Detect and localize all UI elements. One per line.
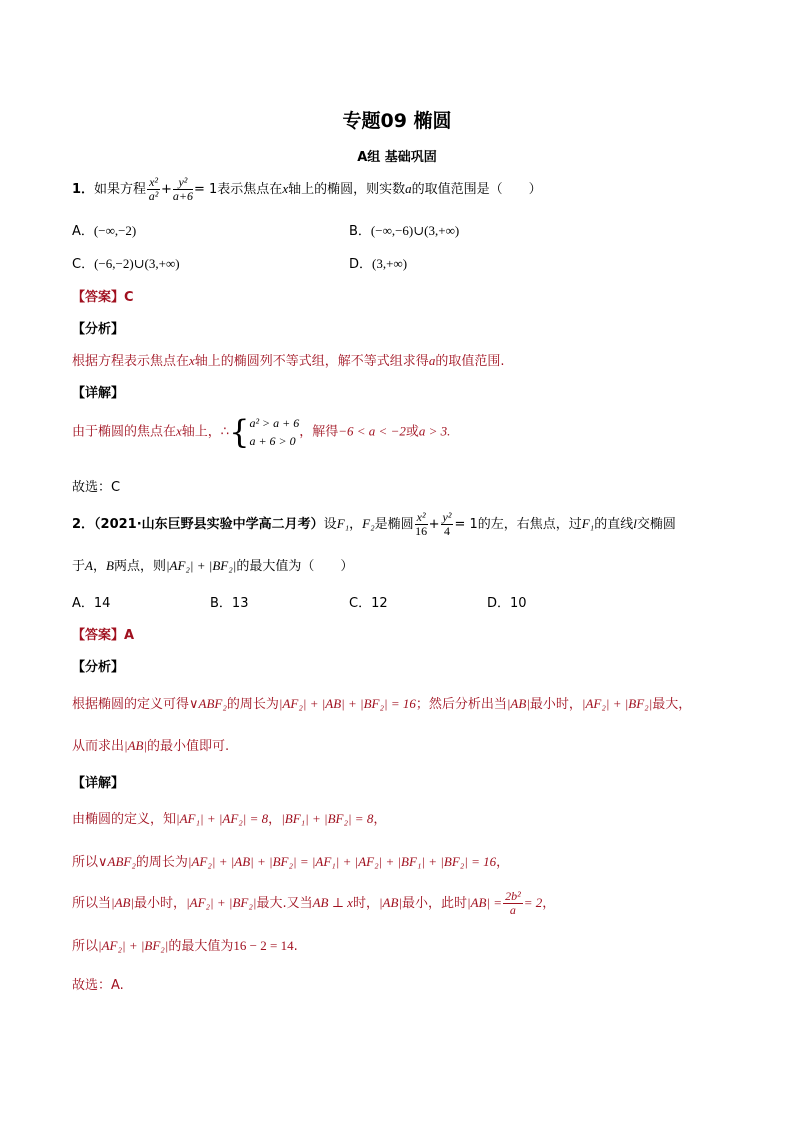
q2-answer: 【答案】A bbox=[72, 628, 135, 643]
q2-option-d: D．10 bbox=[487, 596, 527, 611]
q1-option-b: B．(−∞,−6)∪(3,+∞) bbox=[349, 223, 460, 239]
page-title: 专题09 椭圆 bbox=[342, 110, 452, 132]
q1-answer: 【答案】C bbox=[72, 290, 134, 305]
q2-option-b: B．13 bbox=[210, 596, 249, 611]
q2-detail-line4: 所以|AF₂| + |BF₂|的最大值为16 − 2 = 14. bbox=[72, 938, 298, 954]
q1-fraction-2: $\frac{\text{y²}}{a+6}$ bbox=[172, 175, 194, 203]
q1-choose: 故选：C bbox=[72, 480, 121, 495]
q2-choose: 故选：A. bbox=[72, 978, 124, 993]
q2-detail-heading: 【详解】 bbox=[72, 776, 125, 791]
q2-option-a: A．14 bbox=[72, 596, 111, 611]
q2-stem-line2: 于A，B两点，则|AF₂| + |BF₂|的最大值为（ ） bbox=[72, 558, 354, 574]
q2-ellipse-fraction-1: $\frac{\text{x²}}{16}$ bbox=[415, 510, 428, 538]
q2-option-c: C．12 bbox=[349, 596, 388, 611]
q2-stem-line1: 2．（2021·山东巨野县实验中学高二月考）设F₁，F₂是椭圆 $\frac{\text{x²}}{16}$ + $\frac{\text{y²}}{4}$ = 1的左，右焦点，过F₁的直线l交椭圆 bbox=[72, 510, 676, 538]
q1-stem: 1．如果方程 $\frac{\text{x²}}{\text{a²}}$ + $\frac{\text{y²}}{a+6}$ = 1表示焦点在x轴上的椭圆，则实数a的取值范围是（ ） bbox=[72, 175, 542, 203]
q2-detail-line3: 所以当|AB|最小时，|AF₂| + |BF₂|最大.又当AB ⊥ x时，|AB|最小，此时|AB| = $\frac{\text{2b²}}{a}$ = 2， bbox=[72, 889, 556, 917]
q1-fraction-1: $\frac{\text{x²}}{\text{a²}}$ bbox=[148, 175, 159, 203]
q1-detail-heading: 【详解】 bbox=[72, 386, 125, 401]
q1-option-a: A．(−∞,−2) bbox=[72, 223, 137, 239]
q1-analysis-heading: 【分析】 bbox=[72, 322, 125, 337]
q2-source: （2021·山东巨野县实验中学高二月考） bbox=[94, 517, 324, 532]
q2-analysis-line2: 从而求出|AB|的最小值即可. bbox=[72, 738, 230, 754]
q2-detail-fraction: $\frac{\text{2b²}}{a}$ bbox=[505, 889, 521, 917]
q2-number: 2． bbox=[72, 517, 95, 532]
q2-detail-line2: 所以∨ABF₂的周长为|AF₂| + |AB| + |BF₂| = |AF₁| + |AF₂| + |BF₁| + |BF₂| = 16， bbox=[72, 854, 510, 870]
q1-number: 1． bbox=[72, 182, 95, 197]
q1-option-d: D．(3,+∞) bbox=[349, 256, 408, 272]
q1-option-c: C．(−6,−2)∪(3,+∞) bbox=[72, 256, 180, 272]
q1-inequality-system: a² > a + 6 a + 6 > 0 bbox=[249, 416, 300, 448]
q1-detail-text: 由于椭圆的焦点在x轴上，∴{ a² > a + 6 a + 6 > 0 ，解得−6 < a < −2或a > 3. bbox=[72, 413, 451, 451]
left-brace-icon: { bbox=[229, 413, 250, 451]
q2-analysis-heading: 【分析】 bbox=[72, 660, 125, 675]
q2-ellipse-fraction-2: $\frac{\text{y²}}{4}$ bbox=[442, 510, 452, 538]
section-subtitle: A组 基础巩固 bbox=[357, 150, 437, 165]
q1-analysis-text: 根据方程表示焦点在x轴上的椭圆列不等式组，解不等式组求得a的取值范围. bbox=[72, 353, 505, 369]
q2-analysis-line1: 根据椭圆的定义可得∨ABF₂的周长为|AF₂| + |AB| + |BF₂| = 16；然后分析出当|AB|最小时，|AF₂| + |BF₂|最大， bbox=[72, 696, 692, 712]
q2-detail-line1: 由椭圆的定义，知|AF₁| + |AF₂| = 8，|BF₁| + |BF₂| = 8， bbox=[72, 811, 387, 827]
